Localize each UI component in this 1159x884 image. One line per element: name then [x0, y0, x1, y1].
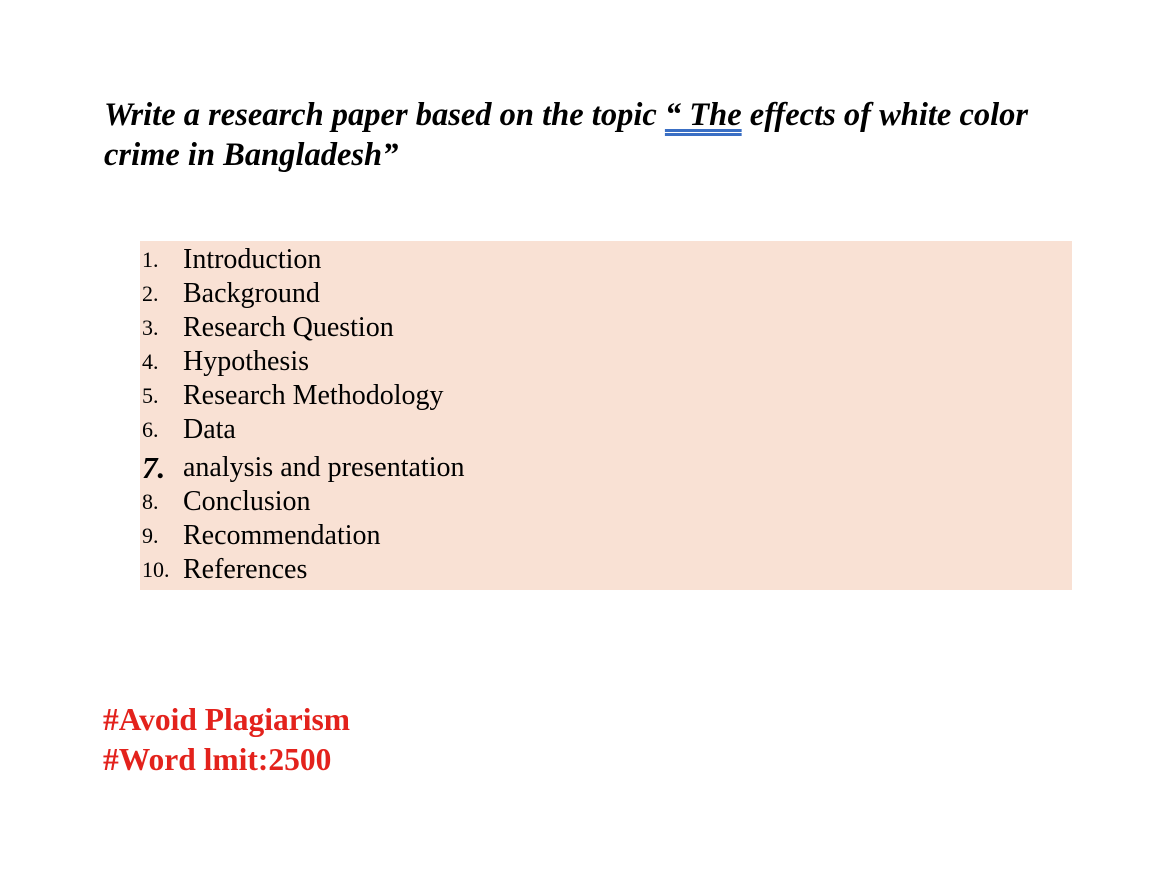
- outline-item-label: Conclusion: [183, 486, 311, 517]
- outline-item-label: Background: [183, 278, 320, 309]
- outline-box: [140, 241, 1072, 590]
- outline-list: [140, 243, 464, 587]
- outline-item: [140, 277, 464, 311]
- outline-item-number: 2.: [142, 281, 159, 306]
- notes: [103, 700, 350, 780]
- outline-item-label: Data: [183, 414, 236, 445]
- outline-item-number: 4.: [142, 349, 159, 374]
- page-title: [104, 95, 1064, 175]
- outline-item-number: 8.: [142, 489, 159, 514]
- outline-item-label: Research Methodology: [183, 380, 444, 411]
- outline-item: [140, 311, 464, 345]
- outline-item-number: 5.: [142, 383, 159, 408]
- outline-item: [140, 379, 464, 413]
- outline-item-label: Research Question: [183, 312, 394, 343]
- outline-item-label: analysis and presentation: [183, 452, 465, 483]
- outline-item: [140, 485, 464, 519]
- outline-item-label: Recommendation: [183, 520, 381, 551]
- outline-item-label: References: [183, 554, 308, 585]
- outline-item: [140, 413, 464, 447]
- outline-item-number: 3.: [142, 315, 159, 340]
- title-suffix: effects of white color crime in Bangladesh”: [104, 97, 1029, 173]
- outline-item: [140, 345, 464, 379]
- outline-item-number: 6.: [142, 417, 159, 442]
- outline-item: [140, 553, 464, 587]
- outline-item: [140, 519, 464, 553]
- outline-item: [140, 451, 464, 485]
- outline-item: [140, 243, 464, 277]
- outline-item-number: 7.: [142, 450, 166, 485]
- outline-item-number: 1.: [142, 247, 159, 272]
- word-limit-note: #Word lmit:2500: [103, 742, 332, 777]
- title-underlined-text: “ The: [664, 97, 742, 133]
- outline-item-number: 9.: [142, 523, 159, 548]
- title-prefix: Write a research paper based on the topic: [104, 97, 665, 133]
- outline-item-label: Hypothesis: [183, 346, 309, 377]
- outline-item-number: 10.: [142, 557, 170, 582]
- avoid-plagiarism-note: #Avoid Plagiarism: [103, 702, 351, 737]
- outline-item-label: Introduction: [183, 244, 322, 275]
